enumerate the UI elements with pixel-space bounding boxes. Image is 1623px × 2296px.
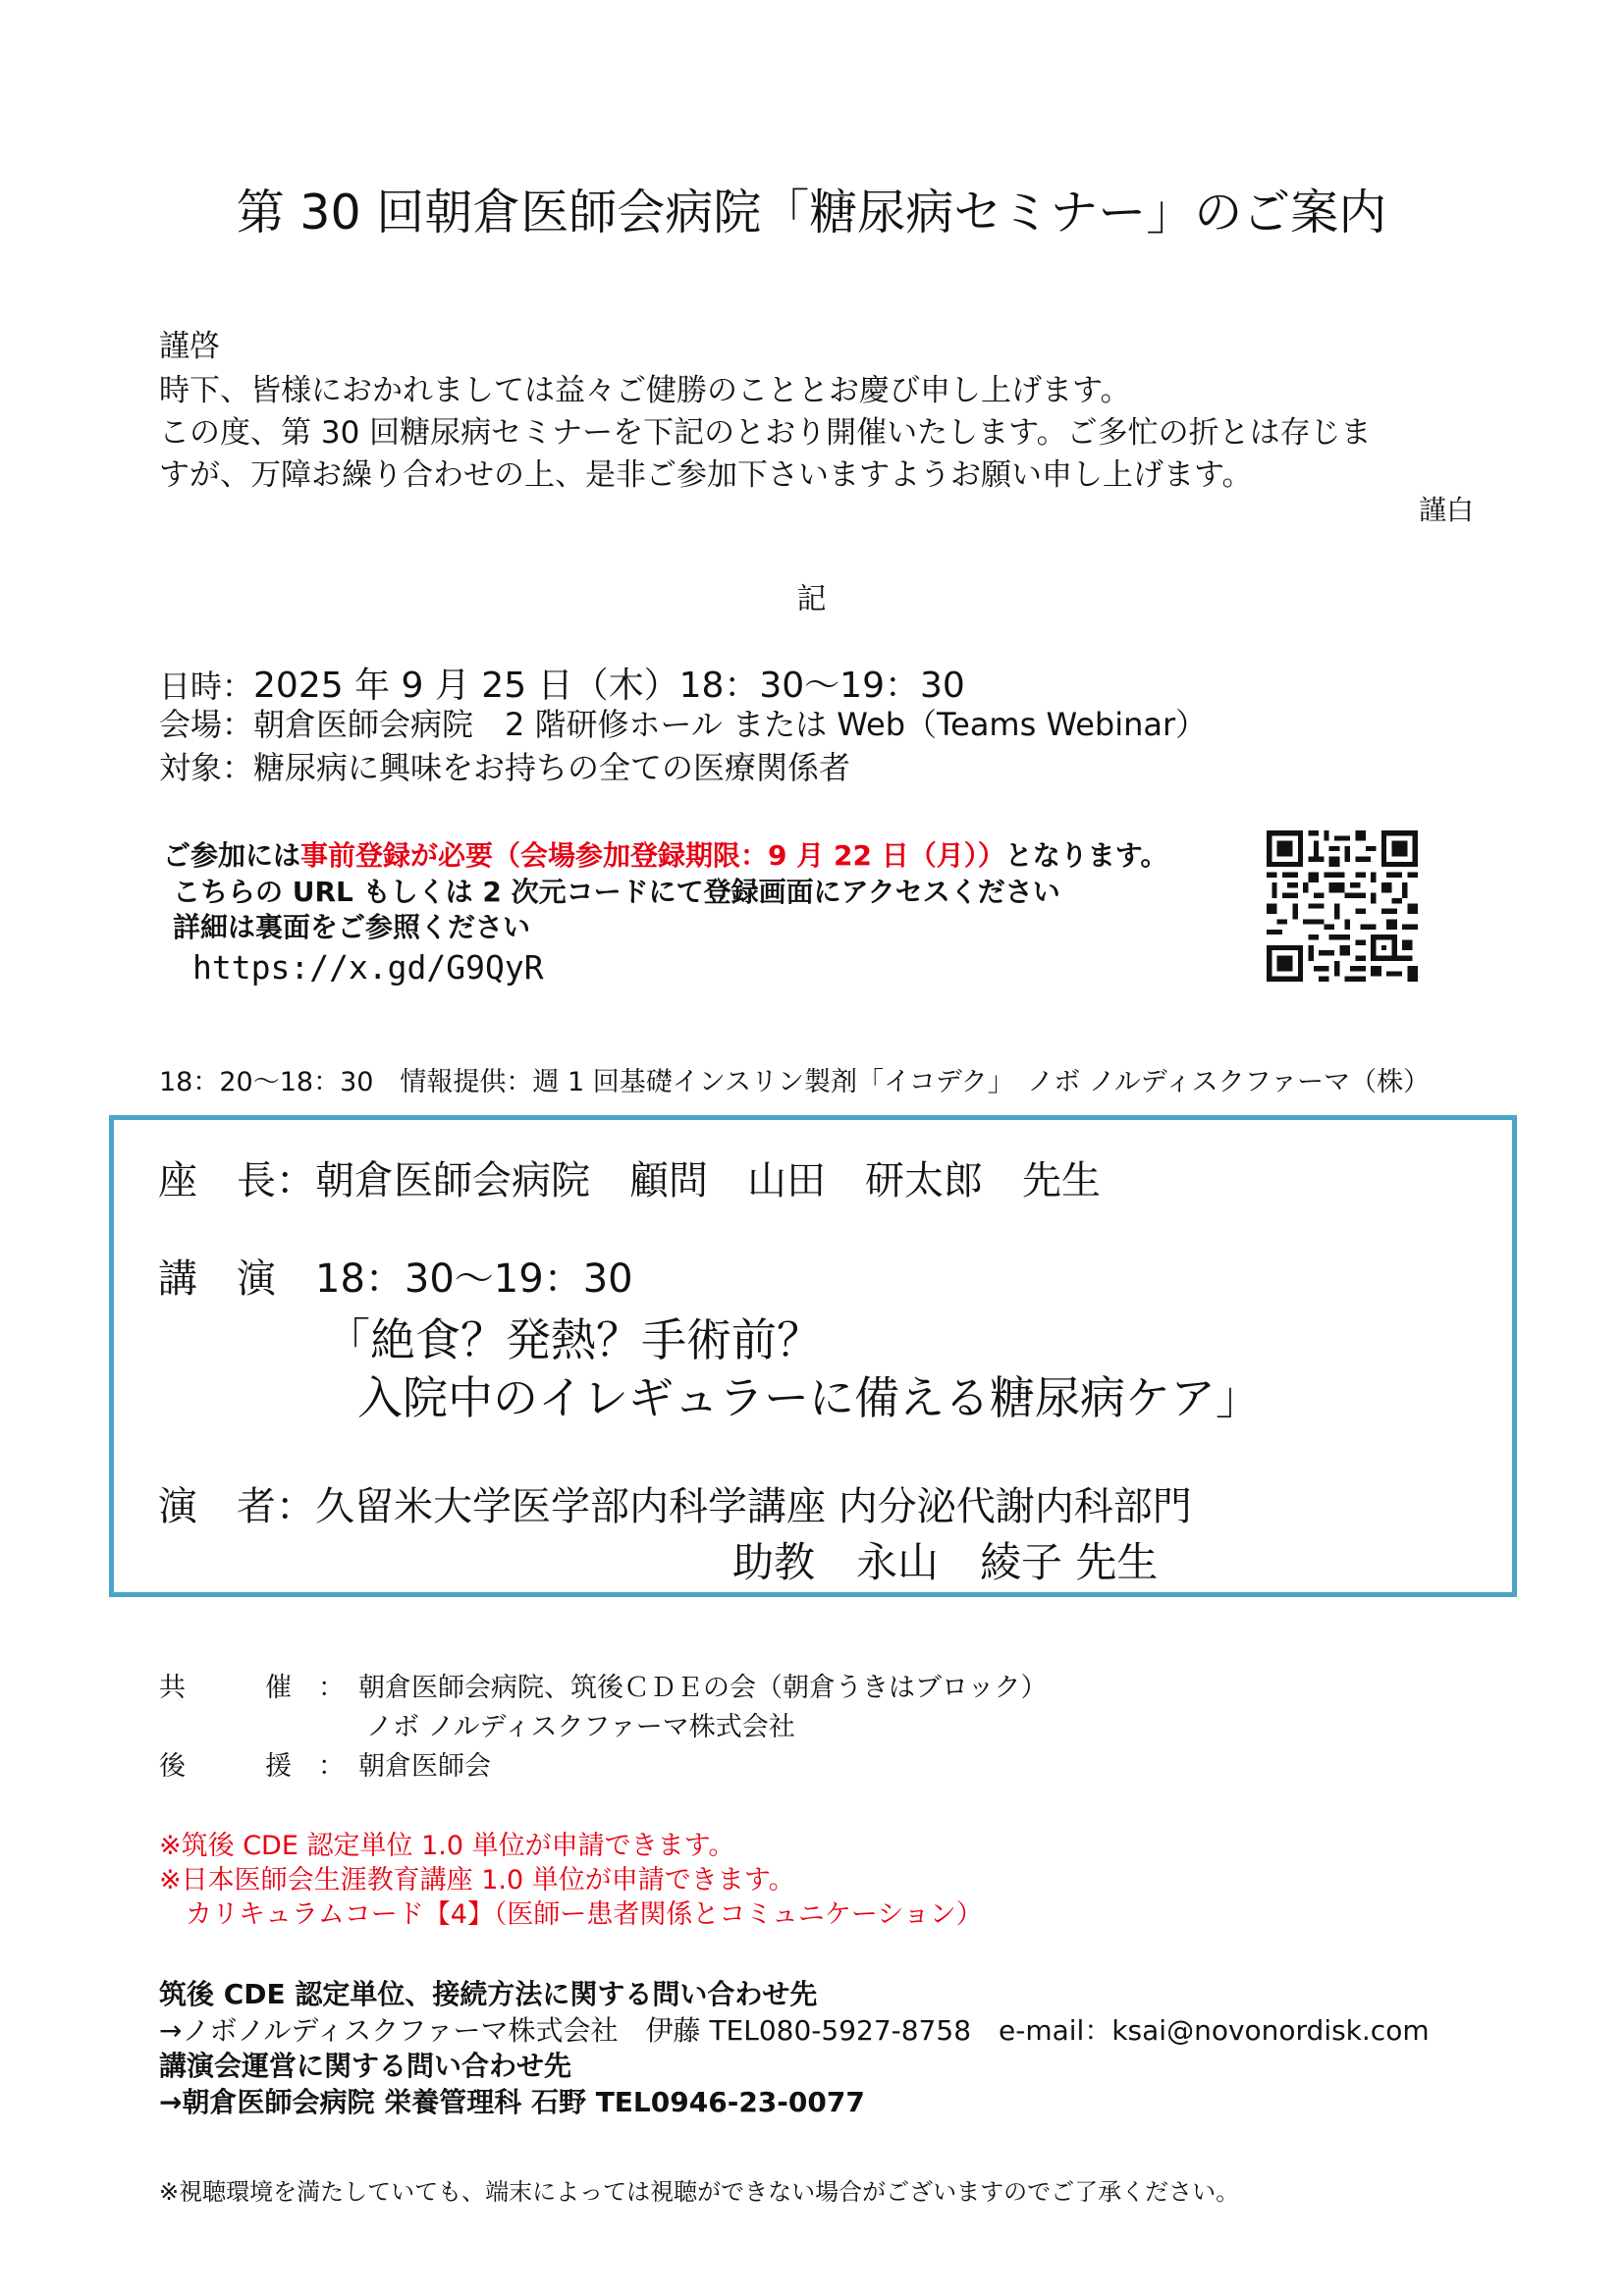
letter-line: すが、万障お繰り合わせの上、是非ご参加下さいますようお願い申し上げます。 bbox=[159, 457, 1253, 493]
registration-text: となります。 bbox=[1004, 839, 1168, 872]
support-value: 朝倉医師会 bbox=[358, 1751, 491, 1782]
credit-note: ※筑後 CDE 認定単位 1.0 単位が申請できます。 bbox=[159, 1831, 735, 1861]
qr-code-icon[interactable] bbox=[1267, 830, 1418, 982]
registration-notice bbox=[163, 834, 1167, 874]
target-value: 糖尿病に興味をお持ちの全ての医療関係者 bbox=[253, 749, 851, 786]
target-label: 対象： bbox=[159, 749, 254, 786]
ki-heading: 記 bbox=[796, 582, 827, 616]
speaker-affiliation: 演 者：久留米大学医学部内科学講座 内分泌代謝内科部門 bbox=[158, 1484, 1192, 1529]
datetime-value: 2025 年 9 月 25 日（木）18：30～19：30 bbox=[253, 666, 965, 706]
venue-label: 会場： bbox=[159, 706, 254, 743]
letter-closing: 謹白 bbox=[1418, 494, 1474, 526]
letter-line: この度、第 30 回糖尿病セミナーを下記のとおり開催いたします。ご多忙の折とは存じま bbox=[159, 415, 1372, 451]
target-row bbox=[159, 743, 850, 788]
cohost-label: 共 催 ： bbox=[159, 1673, 345, 1703]
ops-contact: →朝倉医師会病院 栄養管理科 石野 TEL0946-23-0077 bbox=[159, 2086, 865, 2118]
cde-contact-heading: 筑後 CDE 認定単位、接続方法に関する問い合わせ先 bbox=[159, 1978, 818, 2010]
support-label: 後 援 ： bbox=[159, 1751, 345, 1782]
datetime-label: 日時： bbox=[159, 667, 254, 705]
cohost-row bbox=[159, 1666, 1047, 1704]
talk-title: 入院中のイレギュラーに備える糖尿病ケア」 bbox=[357, 1371, 1261, 1424]
credit-note: ※日本医師会生涯教育講座 1.0 単位が申請できます。 bbox=[159, 1865, 795, 1896]
venue-value: 朝倉医師会病院 2 階研修ホール または Web（Teams Webinar） bbox=[253, 706, 1208, 743]
chair-line: 座 長：朝倉医師会病院 顧問 山田 研太郎 先生 bbox=[158, 1158, 1101, 1203]
curriculum-code: カリキュラムコード【4】（医師ー患者関係とコミュニケーション） bbox=[159, 1899, 983, 1930]
cohost-2: ノボ ノルディスクファーマ株式会社 bbox=[366, 1712, 795, 1742]
support-row bbox=[159, 1744, 491, 1783]
talk-title: 「絶食？発熱？手術前？ bbox=[325, 1313, 822, 1366]
cohost-1: 朝倉医師会病院、筑後ＣＤＥの会（朝倉うきはブロック） bbox=[358, 1673, 1048, 1703]
program-box bbox=[109, 1115, 1517, 1597]
letter-opening: 謹啓 bbox=[159, 329, 220, 364]
registration-instructions: こちらの URL もしくは 2 次元コードにて登録画面にアクセスください bbox=[173, 876, 1060, 908]
venue-row bbox=[159, 700, 1207, 745]
registration-text: ご参加には bbox=[163, 839, 301, 872]
registration-deadline: 事前登録が必要（会場参加登録期限：9 月 22 日（月）） bbox=[300, 839, 1005, 872]
letter-line: 時下、皆様におかれましては益々ご健勝のこととお慶び申し上げます。 bbox=[159, 373, 1131, 408]
page-title: 第 30 回朝倉医師会病院「糖尿病セミナー」のご案内 bbox=[236, 185, 1387, 240]
registration-url[interactable]: https://x.gd/G9QyR bbox=[192, 948, 544, 987]
registration-details: 詳細は裏面をご参照ください bbox=[173, 911, 531, 943]
cde-contact: →ノボノルディスクファーマ株式会社 伊藤 TEL080-5927-8758 e-mail：ksai@novonordisk.com bbox=[159, 2014, 1430, 2047]
info-provision: 18：20～18：30 情報提供：週 1 回基礎インスリン製剤「イコデク」 ノボ ノルディスクファーマ（株） bbox=[159, 1067, 1431, 1097]
lecture-time: 講 演 18：30～19：30 bbox=[158, 1256, 633, 1302]
footer-note: ※視聴環境を満たしていても、端末によっては視聴ができない場合がございますのでご了承ください。 bbox=[159, 2178, 1240, 2206]
speaker-name: 助教 永山 綾子 先生 bbox=[732, 1538, 1159, 1586]
ops-contact-heading: 講演会運営に関する問い合わせ先 bbox=[159, 2050, 572, 2082]
